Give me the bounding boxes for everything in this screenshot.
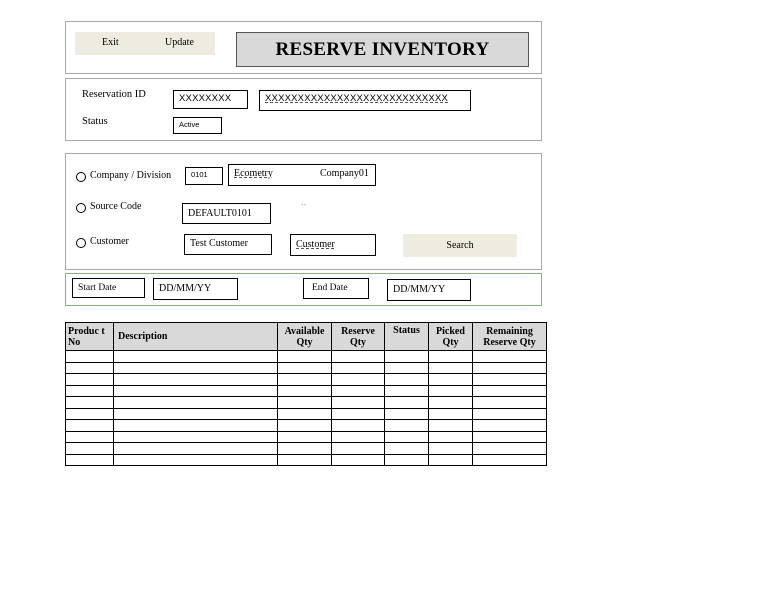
company-name2-text: Company01 [320,168,369,179]
customer-input[interactable]: Test Customer [184,234,272,255]
table-row[interactable] [66,397,547,409]
table-cell[interactable] [332,443,385,455]
reservation-id-label: Reservation ID [82,89,146,100]
table-cell[interactable] [114,420,278,432]
table-cell[interactable] [473,362,547,374]
table-cell[interactable] [278,351,332,363]
table-cell[interactable] [66,408,114,420]
table-cell[interactable] [429,454,473,466]
source-code-label: Source Code [90,201,142,212]
reservation-description-input[interactable]: XXXXXXXXXXXXXXXXXXXXXXXXXXXX [259,90,471,111]
page-title: RESERVE INVENTORY [236,32,529,67]
update-button[interactable]: Update [165,37,194,48]
table-cell[interactable] [332,374,385,386]
end-date-label: End Date [303,278,369,299]
table-cell[interactable] [429,362,473,374]
table-row[interactable] [66,374,547,386]
table-cell[interactable] [332,397,385,409]
table-row[interactable] [66,443,547,455]
table-cell[interactable] [429,408,473,420]
table-cell[interactable] [66,351,114,363]
table-cell[interactable] [385,431,429,443]
table-cell[interactable] [332,431,385,443]
table-cell[interactable] [385,454,429,466]
table-cell[interactable] [385,397,429,409]
table-cell[interactable] [66,397,114,409]
table-cell[interactable] [278,443,332,455]
table-cell[interactable] [429,374,473,386]
table-row[interactable] [66,431,547,443]
table-cell[interactable] [473,397,547,409]
filter-panel [65,153,542,270]
table-cell[interactable] [114,362,278,374]
column-header-available-qty[interactable]: Available Qty [278,323,332,351]
source-extra-text: `` [301,203,307,212]
table-cell[interactable] [332,351,385,363]
table-cell[interactable] [473,443,547,455]
table-cell[interactable] [473,420,547,432]
exit-button[interactable]: Exit [102,37,119,48]
table-cell[interactable] [66,420,114,432]
company-division-radio[interactable] [76,172,86,182]
table-cell[interactable] [278,385,332,397]
table-cell[interactable] [278,408,332,420]
status-field[interactable]: Active [173,117,222,134]
table-cell[interactable] [114,385,278,397]
source-code-radio[interactable] [76,203,86,213]
table-cell[interactable] [278,374,332,386]
customer-name-input[interactable]: Customer [290,234,376,256]
table-cell[interactable] [429,397,473,409]
table-cell[interactable] [385,408,429,420]
search-button[interactable]: Search [403,234,517,257]
table-cell[interactable] [114,351,278,363]
customer-radio[interactable] [76,238,86,248]
table-row[interactable] [66,454,547,466]
table-cell[interactable] [429,420,473,432]
table-row[interactable] [66,408,547,420]
table-header-row [66,323,547,351]
date-panel [65,273,542,306]
table-cell[interactable] [429,443,473,455]
table-cell[interactable] [66,454,114,466]
table-cell[interactable] [473,454,547,466]
table-cell[interactable] [473,431,547,443]
table-cell[interactable] [332,362,385,374]
table-cell[interactable] [473,385,547,397]
table-cell[interactable] [473,374,547,386]
company-name-field[interactable] [228,164,376,186]
table-cell[interactable] [473,351,547,363]
start-date-label: Start Date [72,278,145,298]
table-cell[interactable] [114,374,278,386]
table-cell[interactable] [114,397,278,409]
header-panel [65,21,542,74]
table-cell[interactable] [429,351,473,363]
table-cell[interactable] [278,362,332,374]
table-cell[interactable] [66,443,114,455]
table-cell[interactable] [385,362,429,374]
table-cell[interactable] [332,385,385,397]
column-header-description[interactable]: Description [114,323,278,351]
column-header-product-no[interactable]: Produc t No [66,323,114,351]
status-label: Status [82,116,108,127]
table-cell[interactable] [278,397,332,409]
table-cell[interactable] [332,408,385,420]
table-cell[interactable] [429,431,473,443]
table-body [66,351,547,466]
company-name-text: Ecometry [234,168,273,179]
table-cell[interactable] [278,431,332,443]
table-cell[interactable] [114,431,278,443]
start-date-input[interactable]: DD/MM/YY [153,278,238,300]
toolbar [75,32,215,55]
table-cell[interactable] [473,408,547,420]
reservation-panel [65,78,542,141]
table-row[interactable] [66,385,547,397]
table-cell[interactable] [385,351,429,363]
source-code-input[interactable]: DEFAULT0101 [182,203,271,224]
table-cell[interactable] [114,454,278,466]
table-cell[interactable] [66,362,114,374]
table-cell[interactable] [429,385,473,397]
column-header-remaining-reserve-qty[interactable]: Remaining Reserve Qty [473,323,547,351]
end-date-input[interactable]: DD/MM/YY [387,279,471,301]
column-header-reserve-qty[interactable]: Reserve Qty [332,323,385,351]
table-cell[interactable] [66,385,114,397]
column-header-picked-qty[interactable]: Picked Qty [429,323,473,351]
table-cell[interactable] [278,420,332,432]
company-division-label: Company / Division [90,170,172,181]
table-row[interactable] [66,351,547,363]
reservation-id-input[interactable]: XXXXXXXX [173,90,248,109]
table-cell[interactable] [385,420,429,432]
table-row[interactable] [66,362,547,374]
company-code-input[interactable]: 0101 [185,167,223,185]
table-cell[interactable] [385,374,429,386]
table-cell[interactable] [278,454,332,466]
table-cell[interactable] [66,431,114,443]
inventory-table [65,322,547,466]
customer-label: Customer [90,236,129,247]
table-cell[interactable] [385,443,429,455]
table-cell[interactable] [385,385,429,397]
table-cell[interactable] [114,408,278,420]
table-cell[interactable] [332,420,385,432]
table-cell[interactable] [332,454,385,466]
column-header-status[interactable]: Status [385,323,429,351]
table-cell[interactable] [114,443,278,455]
table-cell[interactable] [66,374,114,386]
table-row[interactable] [66,420,547,432]
